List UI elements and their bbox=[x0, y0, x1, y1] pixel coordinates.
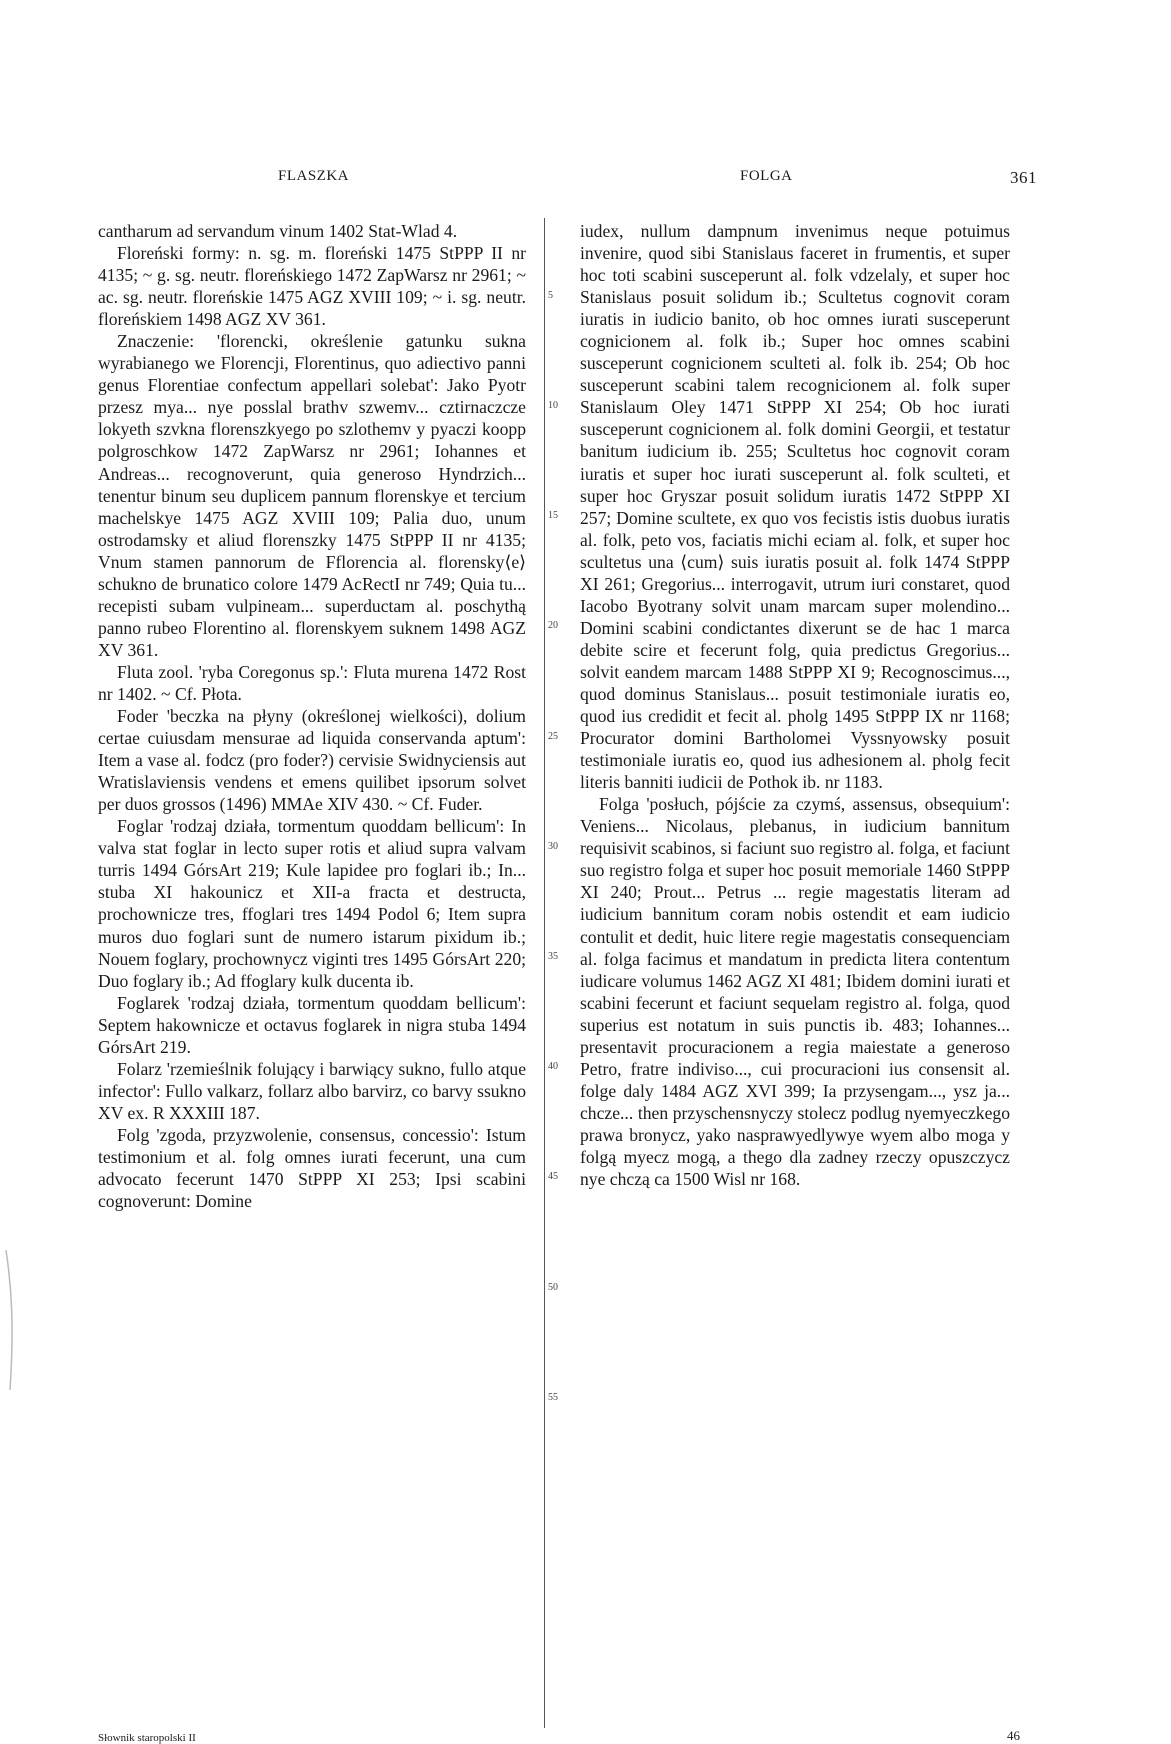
sheet-number: 46 bbox=[1007, 1728, 1020, 1743]
paragraph-folg-continued: iudex, nullum dampnum invenimus neque potuimus invenire, quod sibi Stanislaus faceret in frumentis, et super hoc toti scabini susceperunt al. folk vdzelaly, et super hoc Stanislaus posuit solidum ib.; Scultetus cognovit coram iuratis in iudicio banito, ob hoc omnes iurati susceperunt cognicionem al. folk ib.; Super hoc omnes scabini susceperunt cognicionem sculteti al. folk ib. 254; Ob hoc susceperunt scabini talem recognicionem al. folk super Stanislaum Oley 1471 StPPP XI 254; Ob hoc iurati susceperunt cognicionem al. folk domini Georgii, et testatur banitum iudicium ib. 255; Scultetus hoc cognovit coram iuratis et super hoc iurati susceperunt al. folk sculteti, et super hoc Gryszar posuit solidum iuratis 1472 StPPP XI 257; Domine scultete, ex quo vos fecistis istis duobus iuratis al. folk, peto vos, faciatis michi eciam al. folk, et super hoc scultetus una ⟨cum⟩ suis iuratis posuit al. folk 1474 StPPP XI 261; Gregorius... interrogavit, utrum iuri constaret, quod Iacobo Byotrany solvit unam marcam super molendino... Domini scabini condictantes dixerunt se de hac 1 marca debite scire et fecerunt folg, quia predictus Gregorius... solvit eandem marcam 1488 StPPP XI 9; Recognoscimus..., quod dominus Stanislaus... posuit testimoniale iuratis eo, quod ius credidit et fecit al. pholg 1495 StPPP IX nr 1168; Procurator domini Bartholomei Vyssnyowsky posuit testimoniale iuratis eo, quod ius adhesionem al. pholg fecit literis banniti iudicii de Pothok ib. nr 1183. bbox=[580, 221, 1010, 793]
line-number: 10 bbox=[548, 400, 558, 411]
scan-edge-mark bbox=[4, 1250, 18, 1390]
paragraph: cantharum ad servandum vinum 1402 Stat-Wlad 4. bbox=[98, 221, 458, 241]
running-head-right: FOLGA bbox=[740, 168, 793, 184]
footer-signature: Słownik staropolski II bbox=[98, 1732, 196, 1744]
line-number: 25 bbox=[548, 731, 558, 742]
line-number: 35 bbox=[548, 951, 558, 962]
line-number: 50 bbox=[548, 1282, 558, 1293]
line-number: 55 bbox=[548, 1392, 558, 1403]
line-number: 45 bbox=[548, 1171, 558, 1182]
entry-foglar: Foglar 'rodzaj działa, tormentum quoddam bellicum': In valva stat foglar in lecto super rotis et aliud supra valvam turris 1494 GórsArt 219; Kule lapidee pro foglari ib.; In... stuba XI hakounicz et XII-a fracta et destructa, prochownicze tres, ffoglari tres 1494 Podol 6; Item supra muros duo foglari sunt de numero istarum pixidum ib.; Nouem foglary, prochownycz viginti tres 1495 GórsArt 220; Duo foglary ib.; Ad ffoglary kulk ducenta ib. bbox=[98, 816, 526, 991]
entry-folga: Folga 'posłuch, pójście za czymś, assensus, obsequium': Veniens... Nicolaus, plebanus, in iudicium bannitum requisivit scabinos, si faciunt suo registro al. folga, et faciunt suo registro folga et super hoc posuit memoriale 1460 StPPP XI 240; Prout... Petrus ... regie magestatis literam ad iudicium bannitum coram nobis ostendit et eam iudicio contulit et dedit, huic litere regie magestatis consequenciam al. folga facimus et mandatum in predicta litera contentum iudicare volumus 1462 AGZ XI 481; Ibidem domini iurati et scabini fecerunt et faciunt sequelam registro al. folga, quod superius est notatum in suis punctis ib. 483; Iohannes... presentavit procuracionem a regia maiestate a generoso Petro, fratre indiviso..., cui procuracioni ius consensit al. folge daly 1484 AGZ XVI 399; Ia przysengam..., ysz ja... chcze... then przyschensnyczy stolecz podlug nyemyeczkego prawa bronycz, yako nasprawyedlywye wyem albo moga y folgą myecz mogą, a thego dla zadney rzeczy opuszczycz nye chczą ca 1500 Wisl nr 168. bbox=[580, 794, 1010, 1190]
line-number: 40 bbox=[548, 1061, 558, 1072]
running-head-left: FLASZKA bbox=[278, 168, 350, 184]
page-number: 361 bbox=[1010, 168, 1037, 187]
entry-florenski-meaning: Znaczenie: 'florencki, określenie gatunku sukna wyrabianego we Florencji, Florentinus, quo adiectivo panni genus Florentiae confectum appellari solebat': Jako Pyotr przesz mya... nye posslal brathv szwemv... cztirnaczcze lokyeth szvkna florenszkyego po szlothemv y pyaczi koopp polgroschkow 1472 ZapWarsz nr 2961; Iohannes et Andreas... recognoverunt, quia generoso Hyndrzich... tenentur binum seu duplicem pannum florenskye et tercium machelskye 1475 AGZ XVIII 109; Palia duo, unum ostrodamsky et aliud florenszky 1475 StPPP II nr 4135; Vnum stamen pannorum de Fflorencia al. florensky⟨e⟩ schukno de brunatico colore 1479 AcRectI nr 749; Quia tu... recepisti subam vulpineam... superductam al. poschythą panno rubeo Florentino al. florenskyem suknem 1498 AGZ XV 361. bbox=[98, 331, 526, 660]
entry-folg: Folg 'zgoda, przyzwolenie, consensus, concessio': Istum testimonium et al. folg omnes iurati fecerunt, una cum advocato fecerunt 1470 StPPP XI 253; Ipsi scabini cognoverunt: Domine bbox=[98, 1124, 526, 1212]
entry-foglarek: Foglarek 'rodzaj działa, tormentum quoddam bellicum': Septem hakownicze et octavus foglarek in nigra stuba 1494 GórsArt 219. bbox=[98, 992, 526, 1057]
line-number: 5 bbox=[548, 290, 553, 301]
entry-foder: Foder 'beczka na płyny (określonej wielkości), dolium certae cuiusdam mensurae ad liquida conservanda aptum': Item a vase al. fodcz (pro foder?) cervisie Swidnyciensis aut Wratislaviensis vendens et emens quilibet ipsorum solvet per duos grossos (1496) MMAe XIV 430. ~ Cf. Fuder. bbox=[98, 706, 526, 815]
line-number: 30 bbox=[548, 841, 558, 852]
line-number: 20 bbox=[548, 620, 558, 631]
entry-fluta: Fluta zool. 'ryba Coregonus sp.': Fluta murena 1472 Rost nr 1402. ~ Cf. Płota. bbox=[98, 661, 526, 704]
line-number: 15 bbox=[548, 510, 558, 521]
entry-florenski: Floreński formy: n. sg. m. floreński 1475 StPPP II nr 4135; ~ g. sg. neutr. floreńskiego 1472 ZapWarsz nr 2961; ~ ac. sg. neutr. floreńskie 1475 AGZ XVIII 109; ~ i. sg. neutr. floreńskiem 1498 AGZ XV 361. bbox=[98, 243, 526, 330]
right-column bbox=[580, 220, 1010, 1190]
entry-folarz: Folarz 'rzemieślnik folujący i barwiący sukno, fullo atque infector': Fullo valkarz, follarz albo barvirz, co barvy ssukno XV ex. R XXXIII 187. bbox=[98, 1058, 526, 1123]
